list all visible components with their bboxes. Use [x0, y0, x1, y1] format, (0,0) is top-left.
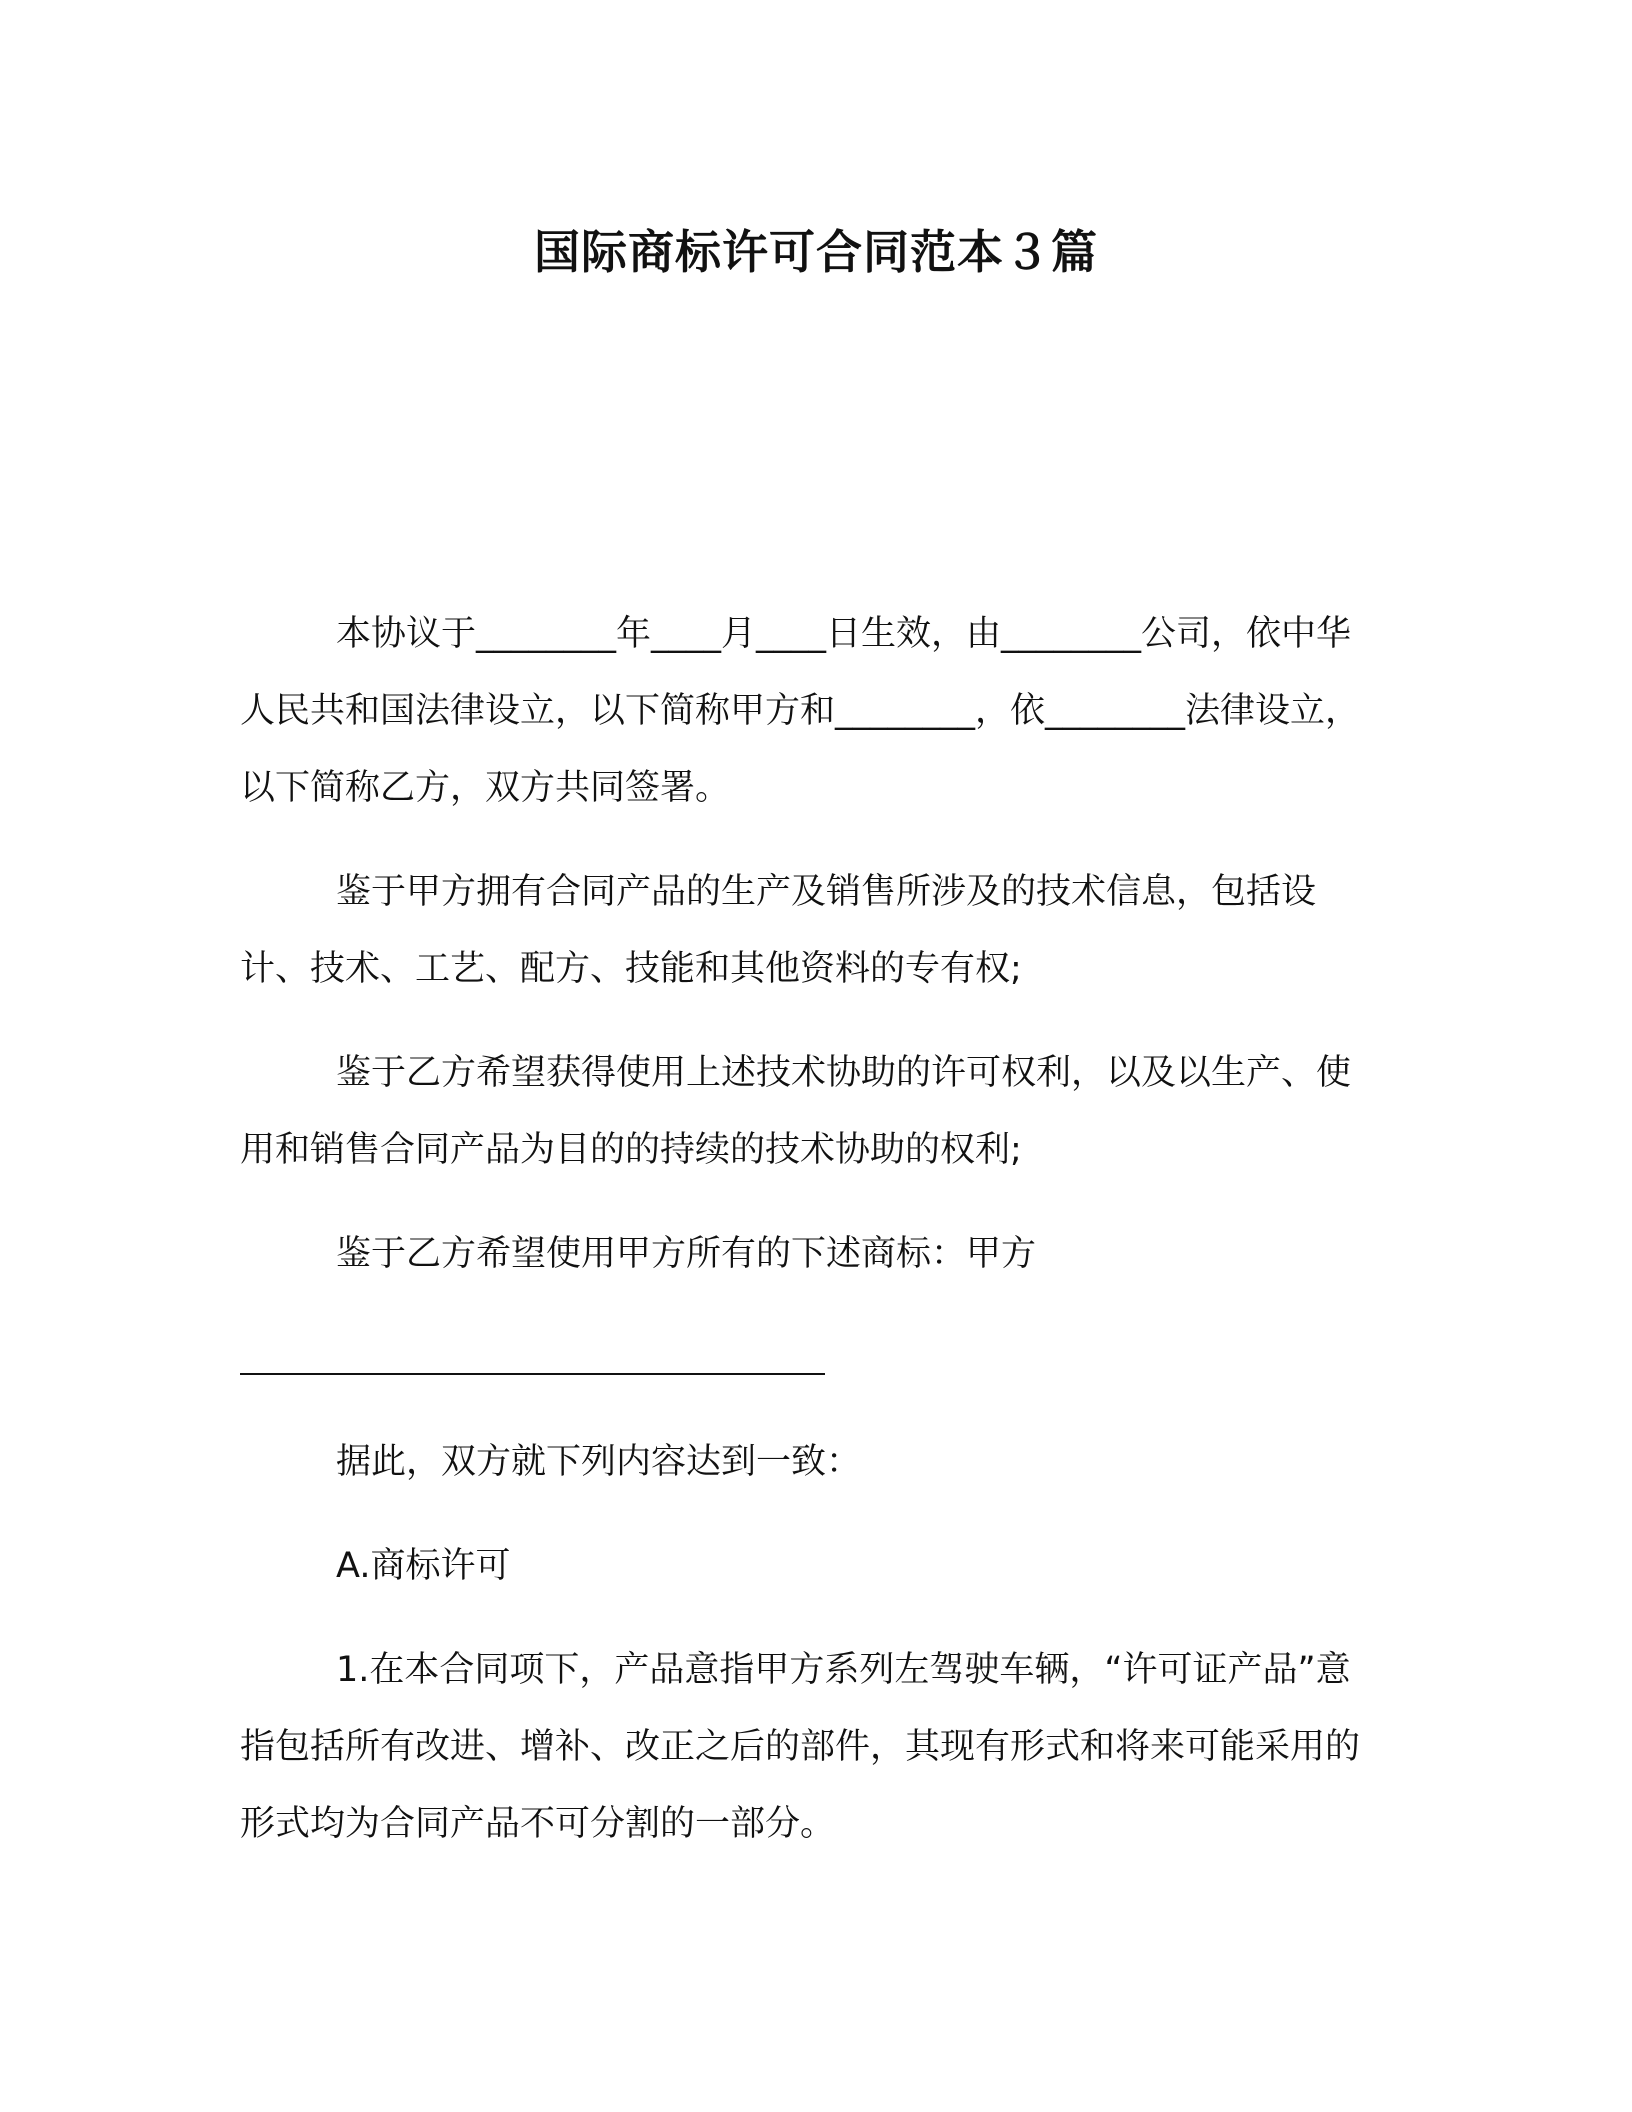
paragraph-party-a-rights: 鉴于甲方拥有合同产品的生产及销售所涉及的技术信息，包括设计、技术、工艺、配方、技能和其他资料的专有权; — [240, 872, 1317, 989]
paragraph-party-b-technical: 鉴于乙方希望获得使用上述技术协助的许可权利，以及以生产、使用和销售合同产品为目的的持续的技术协助的权利; — [240, 1053, 1352, 1170]
section-heading-trademark-license: A.商标许可 — [336, 1546, 511, 1586]
trademark-blank-line — [240, 1320, 1385, 1397]
document-body — [240, 596, 1385, 1890]
paragraph-trademark: 鉴于乙方希望使用甲方所有的下述商标：甲方 — [336, 1234, 1037, 1274]
clause-1: 1.在本合同项下，产品意指甲方系列左驾驶车辆，“许可证产品”意指包括所有改进、增补、改正之后的部件，其现有形式和将来可能采用的形式均为合同产品不可分割的一部分。 — [240, 1650, 1361, 1844]
paragraph-agreement: 据此，双方就下列内容达到一致： — [336, 1442, 862, 1482]
paragraph-effective-date: 本协议于________年____月____日生效，由________公司，依中华人民共和国法律设立，以下简称甲方和________，依________法律设立，以下简称乙方，双方共同签署。 — [240, 614, 1361, 808]
document-title: 国际商标许可合同范本３篇 — [534, 225, 1098, 279]
